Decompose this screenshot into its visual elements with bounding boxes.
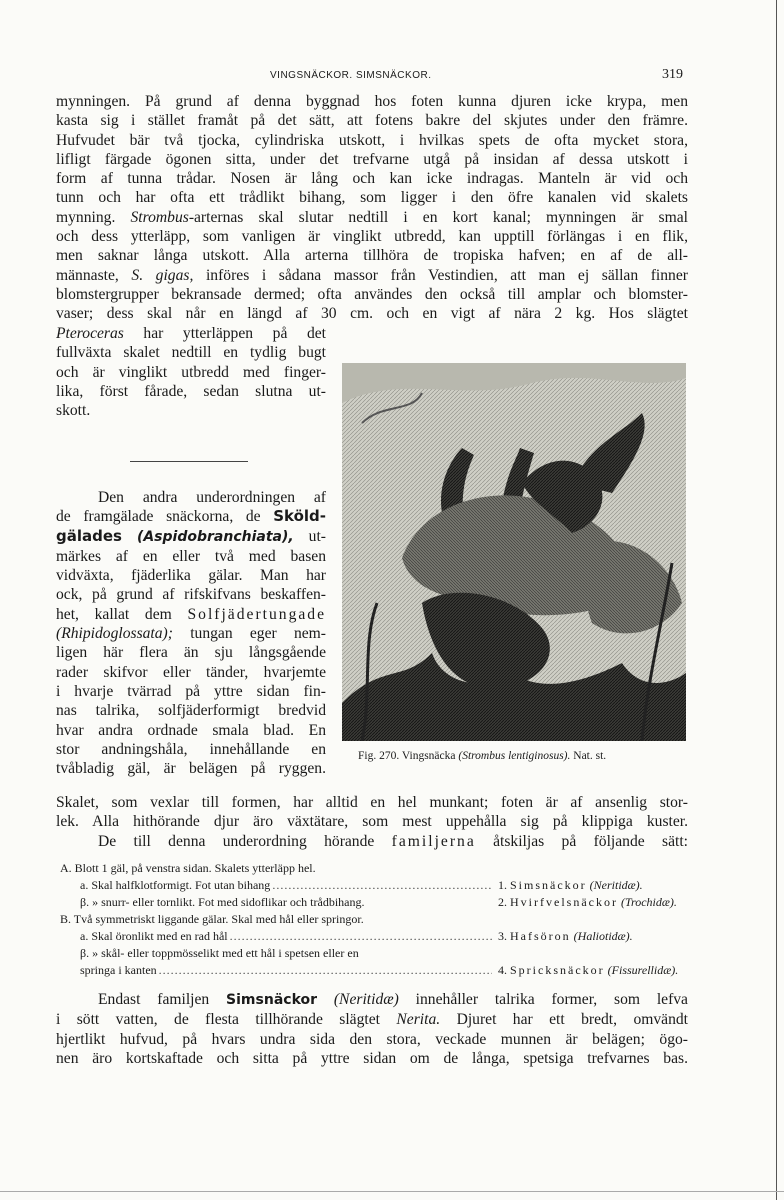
table-row: B. Två symmetriskt liggande gälar. Skal med hål eller springor.	[60, 912, 364, 926]
table-row: a. Skal halfklotformigt. Fot utan bihang ..... 1. Simsnäckor (Neritidæ).	[60, 877, 700, 894]
text-line: lifligt färgade ögonen sitta, under det trefvarne utgå på insidan af dessa utskott i	[56, 150, 688, 168]
text-line: ligen här flera än sju långsgående	[56, 644, 326, 662]
latin-name: (Strombus lentiginosus).	[458, 750, 571, 762]
page-bottom-rule	[0, 1191, 784, 1192]
paragraph-1	[56, 92, 688, 324]
text-line: och dess ytterläpp, som vanligen är vinglikt utbredd, kan upptill förlängas i en flik,	[56, 228, 688, 246]
latin-name: (Rhipidoglossata);	[56, 625, 173, 643]
latin-name: Strombus	[130, 208, 189, 226]
text-line: lek. Alla hithörande djur äro växtätare, som mest uppehålla sig på klippiga kuster.	[56, 813, 688, 831]
latin-name: Nerita.	[396, 1011, 441, 1029]
family-name: Simsnäckor	[226, 992, 318, 1008]
text-line: skott.	[56, 402, 91, 420]
page-number: 319	[662, 67, 683, 82]
text-line: vaser; dess skal når en längd af 30 cm. och en vigt af nära 2 kg. Hos slägtet	[56, 305, 688, 323]
text-line: och är vinglikt utbredd med finger-	[56, 363, 326, 381]
text-line: Hufvudet bär två tjocka, cylindriska utskott, i hvilkas spets de ofta mycket stora,	[56, 131, 688, 149]
text-line: hjertlikt hufvud, på hvars undra sida den stora, veckade munnen är belägen; ögo-	[56, 1030, 688, 1048]
strombus-illustration	[342, 363, 686, 741]
table-row: β. » snurr- eller tornlikt. Fot med sidoflikar och trådbihang. 2. Hvirfvelsnäckor (Trochidæ).	[80, 895, 677, 909]
text-line: blomstergrupper bekransade dermed; ofta användes den också till amplar och blomster-	[56, 285, 688, 303]
text-line: Skalet, som vexlar till formen, har alltid en hel munkant; foten är af ansenlig stor-	[56, 794, 688, 811]
paragraph-4	[56, 990, 688, 1068]
text-line: de framgälade snäckorna, de Sköld-	[56, 507, 326, 526]
latin-name: (Aspidobranchiata),	[136, 528, 294, 545]
text-line: kasta sig i stället framåt på det sätt, att fotens bakre del skjutes under den främre.	[56, 112, 688, 130]
paragraph-pteroceras	[56, 324, 326, 420]
text-line: het, kallat dem Solfjädertungade	[56, 605, 326, 623]
text-line: tvåbladig gäl, är belägen på ryggen.	[56, 760, 326, 778]
table-row: A. Blott 1 gäl, på venstra sidan. Skalets ytterläpp hel.	[60, 861, 316, 875]
text-line: lika, först fårade, sedan slutna ut-	[56, 382, 326, 400]
table-row: springa i kanten ..... 4. Spricksnäckor (Fissurellidæ).	[60, 962, 700, 979]
text-line: hvar andra ordnade smala blad. En	[56, 721, 326, 739]
latin-name: Pteroceras	[56, 325, 124, 342]
text-line: Den andra underordningen af	[98, 489, 326, 506]
latin-name: S. gigas,	[131, 266, 194, 284]
text-line: vidväxta, fjäderlika gälar. Man har	[56, 567, 326, 585]
table-row: a. Skal öronlikt med en rad hål ..... 3. Hafsöron (Haliotidæ).	[60, 928, 700, 945]
family-key-table	[60, 860, 700, 979]
text-line: märkes af en eller två med basen	[56, 547, 326, 565]
running-title: VINGSNÄCKOR. SIMSNÄCKOR.	[270, 70, 432, 81]
text-line: De till denna underordning hörande familjerna åtskiljas på följande sätt:	[98, 832, 688, 850]
group-name: Sköld-	[273, 507, 326, 526]
figure-caption: Fig. 270. Vingsnäcka (Strombus lentiginosus). Nat. st.	[358, 750, 607, 762]
figure-strombus-engraving	[342, 363, 686, 741]
page-edge-rule	[776, 0, 777, 1200]
text-line: rader skifvor eller tänder, hvarjemte	[56, 663, 326, 681]
text-line: tunn och har ofta ett trådlikt bihang, som ligger i den öfre kanalen vid skalets	[56, 189, 688, 207]
text-line: (Rhipidoglossata); tungan eger nem-	[56, 625, 326, 643]
text-line: Pteroceras har ytterläppen på det	[56, 325, 326, 342]
text-line: i sött vatten, de flesta tillhörande slägtet Nerita. Djuret har ett bredt, omvändt	[56, 1011, 688, 1029]
text-line: i hvarje tvärrad på yttre sidan fin-	[56, 682, 326, 700]
paragraph-skoldgalade	[56, 488, 326, 778]
text-line: ock, på grund af rifskifvans beskaffen-	[56, 586, 326, 604]
text-line: Endast familjen Simsnäckor (Neritidæ) innehåller talrika former, som lefva	[98, 991, 688, 1008]
text-line: mynning. Strombus-arternas skal slutar nedtill i en kort kanal; mynningen är smal	[56, 208, 688, 226]
group-name: gälades	[56, 526, 122, 545]
text-line: männaste, S. gigas, införes i sådana massor från Vestindien, att man ej sällan finner	[56, 266, 688, 284]
section-divider	[130, 461, 248, 462]
paragraph-3	[56, 793, 688, 851]
text-line: men saknar långa utskott. Alla arterna tillhöra de tropiska hafven; en af de all-	[56, 247, 688, 265]
text-line: form af tunna trådar. Nosen är lång och kan icke indragas. Manteln är vid och	[56, 170, 688, 188]
text-line: mynningen. På grund af denna byggnad hos foten kunna djuren icke krypa, men	[56, 93, 688, 110]
latin-name: (Neritidæ)	[333, 991, 399, 1008]
text-line: stor andningshåla, innehållande en	[56, 740, 326, 758]
table-row: β. » skål- eller toppmösselikt med ett hål i spetsen eller en	[80, 946, 359, 960]
text-line: nas talrika, solfjäderformigt bredvid	[56, 702, 326, 720]
text-line: nen äro kortskaftade och sitta på yttre sidan om de långa, spetsiga trefvarnes bas.	[56, 1049, 688, 1067]
text-line: gälades (Aspidobranchiata), ut-	[56, 526, 326, 545]
text-line: fullväxta skalet nedtill en tydlig bugt	[56, 344, 326, 362]
